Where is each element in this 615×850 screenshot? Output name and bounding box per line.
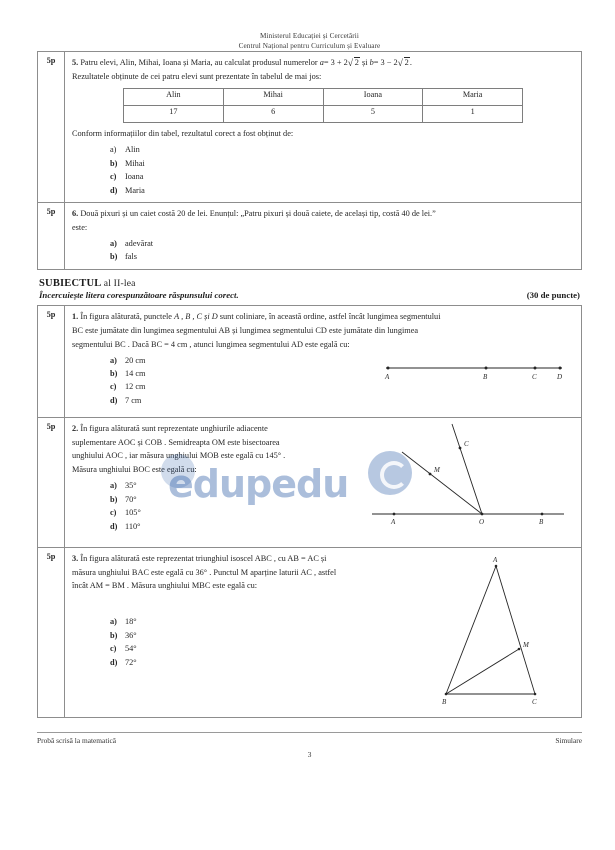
list-item[interactable] [72, 615, 424, 628]
list-item[interactable] [72, 493, 364, 506]
option-text: 72° [125, 657, 137, 667]
points-cell-ii1: 5p [38, 305, 65, 417]
ii3-statement-line3: încât AM = BM . Măsura unghiului MBC este egală cu: [72, 581, 258, 591]
option-text: 70° [125, 494, 137, 504]
ii2-statement-line1 [72, 422, 364, 436]
ii2-text-a: În figura alăturată sunt reprezentate unghiurile adiacente [80, 423, 268, 433]
option-text: 20 cm [125, 355, 146, 365]
label-o: O [479, 517, 485, 526]
ii2-figure [364, 422, 574, 542]
points-cell-q5: 5p [38, 52, 65, 203]
option-letter: a) [110, 355, 117, 365]
list-item[interactable] [72, 354, 374, 367]
option-text: 105° [125, 508, 141, 518]
option-letter: a) [110, 617, 117, 627]
question-row-ii-3 [38, 547, 582, 717]
ii1-number: 1. [72, 311, 79, 321]
label-a: A [385, 372, 390, 381]
ii2-content-split [72, 422, 574, 542]
ii3-figure [424, 552, 574, 712]
option-text: 36° [125, 630, 137, 640]
label-m: M [434, 465, 440, 474]
option-letter: b) [110, 252, 118, 262]
q5-sqrt-b: √ 2 [398, 56, 410, 70]
option-text: Mihai [125, 158, 145, 168]
subiect-2-table [37, 305, 582, 718]
list-item[interactable] [72, 506, 364, 519]
question-body-ii3 [65, 547, 582, 717]
option-text: Alin [125, 145, 140, 155]
ii2-statement-line2: suplementare AOC și COB . Semidreapta OM este bisectoarea [72, 437, 280, 447]
list-item[interactable] [72, 479, 364, 492]
ii2-options [72, 479, 364, 533]
ii3-statement-line2: măsura unghiului BAC este egală cu 36° . Punctul M aparține laturii AC , astfel [72, 567, 337, 577]
ministry-line: Ministerul Educației și Cercetării [259, 32, 359, 40]
ii3-text-col [72, 552, 424, 712]
footer-right-text: Simulare [555, 735, 582, 745]
isosceles-triangle-diagram [424, 552, 574, 712]
ii1-text-b: sunt coliniare, în această ordine, astfel încât lungimea segmentului [219, 311, 441, 321]
option-text: 35° [125, 481, 137, 491]
label-b: B [539, 517, 544, 526]
page-number: 3 [307, 749, 312, 759]
option-text: 12 cm [125, 382, 146, 392]
table-cell-value-1: 6 [223, 106, 323, 123]
ii2-text-col [72, 422, 364, 542]
q5-text-before: Patru elevi, Alin, Mihai, Ioana și Maria, au calculat produsul numerelor [80, 58, 318, 68]
list-item[interactable] [72, 394, 374, 407]
table-cell-name-0: Alin [124, 89, 224, 106]
list-item[interactable] [72, 642, 424, 655]
list-item[interactable] [72, 520, 364, 533]
option-letter: c) [110, 382, 117, 392]
q6-number: 6. [72, 209, 79, 218]
list-item[interactable] [72, 143, 574, 156]
label-m: M [523, 640, 529, 649]
label-a: A [493, 555, 498, 564]
ii3-number: 3. [72, 553, 79, 563]
option-letter: d) [110, 395, 118, 405]
center-line: Centrul Național pentru Curriculum și Evaluare [238, 42, 381, 51]
option-letter: d) [110, 521, 118, 531]
option-text: 18° [125, 617, 137, 627]
q5-var-a: a [319, 58, 324, 68]
collinear-points-diagram [374, 352, 574, 412]
label-c: C [532, 372, 537, 381]
question-body-q6 [65, 203, 582, 270]
footer-row [37, 733, 582, 745]
points-cell-ii2: 5p [38, 417, 65, 547]
ii1-points-list: A , B , C și D [174, 311, 218, 321]
footer-left-text: Probă scrisă la matematică [37, 735, 117, 745]
list-item[interactable] [72, 367, 374, 380]
option-letter: d) [110, 185, 118, 195]
ii1-statement-line2: BC este jumătate din lungimea segmentului AB și lungimea segmentului CD este jumătate din lungimea [72, 325, 419, 335]
q5-sqrt-a: √ 2 [348, 56, 360, 70]
ii2-statement-line3: unghiului AOC , iar măsura unghiului MOB este egală cu 145° . [72, 451, 286, 461]
ii3-content-split [72, 552, 574, 712]
list-item[interactable] [72, 184, 574, 197]
label-a: A [391, 517, 396, 526]
q5-expr-end: . [409, 58, 412, 68]
option-letter: c) [110, 508, 117, 518]
q5-options [72, 143, 574, 197]
section-instruction: Încercuiește litera corespunzătoare răspunsului corect. [39, 289, 239, 300]
option-letter: c) [110, 172, 117, 182]
list-item[interactable] [72, 629, 424, 642]
table-cell-value-2: 5 [323, 106, 423, 123]
label-d: D [557, 372, 563, 381]
q6-statement [72, 207, 574, 221]
points-cell-ii3: 5p [38, 547, 65, 717]
question-row-6 [38, 203, 582, 270]
list-item[interactable] [72, 656, 424, 669]
list-item[interactable] [72, 157, 574, 170]
list-item[interactable] [72, 237, 574, 250]
ii2-number: 2. [72, 423, 79, 433]
option-letter: b) [110, 158, 118, 168]
label-c: C [464, 439, 469, 448]
q6-options [72, 237, 574, 264]
q5-conj: și [362, 58, 368, 68]
question-row-ii-1 [38, 305, 582, 417]
table-cell-name-3: Maria [423, 89, 523, 106]
option-letter: c) [110, 644, 117, 654]
ii1-text-a: În figura alăturată, punctele [80, 311, 172, 321]
ii1-options [72, 354, 374, 408]
q5-var-b: b [369, 58, 374, 68]
ii3-options [72, 615, 424, 669]
page-sheet [37, 0, 582, 850]
table-cell-name-1: Mihai [223, 89, 323, 106]
subiect-1-table [37, 51, 582, 269]
q5-prompt: Conform informațiilor din tabel, rezultatul corect a fost obținut de: [72, 129, 294, 139]
option-text: fals [125, 252, 137, 262]
question-body-q5 [65, 52, 582, 203]
option-letter: a) [110, 238, 117, 248]
option-letter: d) [110, 657, 118, 667]
q5-eq-a: = 3 + 2 [323, 58, 348, 68]
section-points: (30 de puncte) [526, 289, 580, 300]
section-heading [39, 278, 582, 289]
q6-text: Două pixuri și un caiet costă 20 de lei. Enunțul: „Patru pixuri și două caiete, de același tip, costă 40 de lei.” [80, 209, 436, 218]
ii1-options-col [72, 352, 374, 412]
option-letter: b) [110, 630, 118, 640]
q5-results-table [123, 88, 523, 123]
option-text: 110° [125, 521, 141, 531]
table-cell-value-3: 1 [423, 106, 523, 123]
option-text: 54° [125, 644, 137, 654]
q5-number: 5. [72, 58, 79, 68]
ii1-statement-line3: segmentului BC . Dacă BC = 4 cm , atunci lungimea segmentului AD este egală cu: [72, 339, 350, 349]
list-item[interactable] [72, 380, 374, 393]
section-subheading [39, 290, 580, 300]
option-text: adevărat [125, 238, 154, 248]
section-heading-rest: al II-lea [103, 277, 136, 289]
watermark-text: edupedu [168, 462, 349, 506]
document-header [37, 0, 582, 51]
ii1-figure [374, 352, 574, 412]
ii1-content-split [72, 352, 574, 412]
option-letter: b) [110, 369, 118, 378]
question-row-ii-2 [38, 417, 582, 547]
option-text: Ioana [125, 172, 144, 182]
option-letter: a) [110, 481, 117, 491]
question-body-ii1 [65, 305, 582, 417]
ii1-statement-line1 [72, 310, 574, 324]
option-text: 7 cm [125, 395, 142, 405]
q5-statement-line2: Rezultatele obținute de cei patru elevi sunt prezentate în tabelul de mai jos: [72, 72, 322, 82]
points-cell-q6: 5p [38, 203, 65, 270]
list-item[interactable] [72, 170, 574, 183]
table-row-names [124, 89, 523, 106]
q6-statement-line2: este: [72, 222, 88, 232]
adjacent-angles-diagram [364, 422, 574, 542]
table-cell-name-2: Ioana [323, 89, 423, 106]
ii2-statement-line4: Măsura unghiului BOC este egală cu: [72, 465, 197, 475]
question-row-5 [38, 52, 582, 203]
q5-statement [72, 56, 574, 70]
table-cell-value-0: 17 [124, 106, 224, 123]
ii3-text-a: În figura alăturată este reprezentat triunghiul isoscel ABC , cu AB = AC și [80, 553, 327, 563]
question-body-ii2 [65, 417, 582, 547]
option-letter: b) [110, 494, 118, 504]
label-b: B [483, 372, 488, 381]
list-item[interactable] [72, 250, 574, 263]
option-letter: a) [110, 145, 117, 155]
label-b: B [442, 697, 447, 706]
q5-eq-b: = 3 − 2 [373, 58, 398, 68]
ii3-statement-line1 [72, 552, 424, 566]
table-row-values [124, 106, 523, 123]
label-c: C [532, 697, 537, 706]
section-heading-main: SUBIECTUL [39, 277, 101, 289]
option-text: 14 cm [125, 369, 146, 378]
option-text: Maria [125, 185, 145, 195]
